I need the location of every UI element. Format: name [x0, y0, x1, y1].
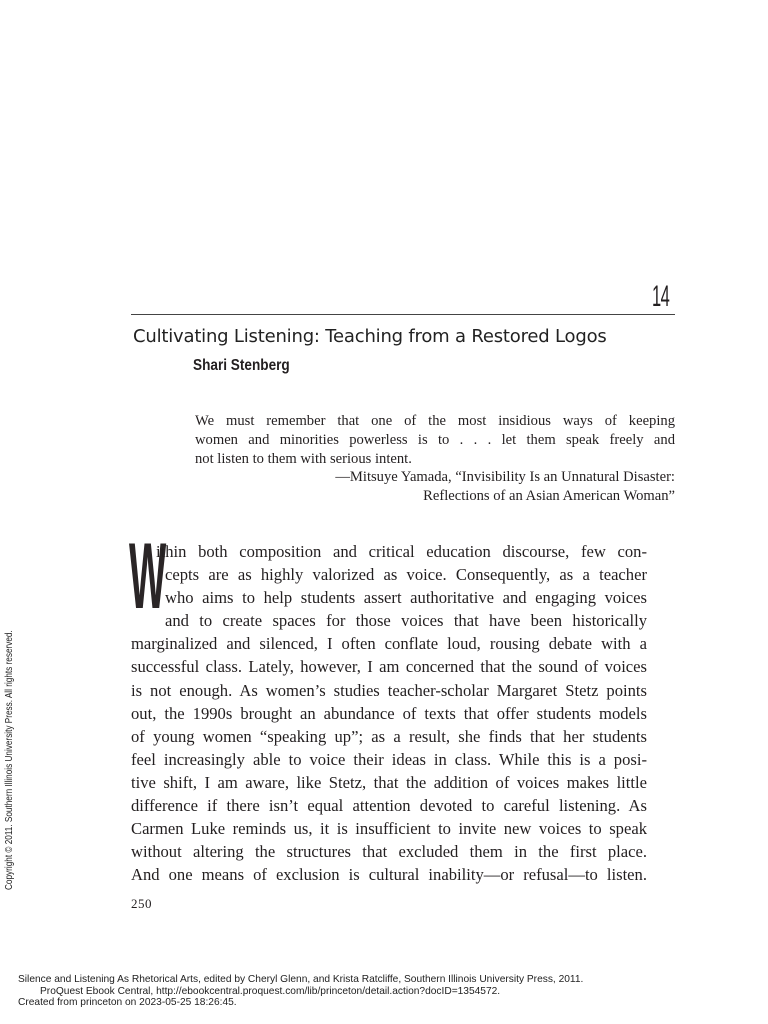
drop-cap: W	[129, 523, 167, 628]
epigraph-attribution: —Mitsuye Yamada, “Invisibility Is an Unnatural Disaster:	[335, 469, 675, 486]
body-line: and to create spaces for those voices that have been historically	[165, 611, 647, 631]
footer-line: Created from princeton on 2023-05-25 18:26:45.	[18, 997, 237, 1008]
chapter-rule	[131, 314, 675, 315]
body-line: successful class. Lately, however, I am concerned that the sound of voices	[131, 657, 647, 677]
body-line: cepts are as highly valorized as voice. Consequently, as a teacher	[165, 565, 647, 585]
body-line: is not enough. As women’s studies teacher-scholar Margaret Stetz points	[131, 680, 647, 700]
footer-line: ProQuest Ebook Central, http://ebookcentral.proquest.com/lib/princeton/detail.action?docID=1354572.	[40, 985, 501, 997]
footer-citation	[18, 974, 583, 1009]
epigraph-line: not listen to them with serious intent.	[195, 450, 412, 467]
body-line: Carmen Luke reminds us, it is insufficient to invite new voices to speak	[131, 819, 647, 839]
body-text	[131, 540, 647, 886]
chapter-number: 14	[652, 280, 670, 313]
body-line: without altering the structures that excluded them in the first place.	[131, 842, 647, 862]
epigraph	[195, 412, 675, 506]
side-copyright-text: Copyright © 2011. Southern Illinois University Press. All rights reserved.	[4, 630, 15, 890]
body-line: ithin both composition and critical education discourse, few con-	[156, 542, 647, 561]
body-line: tive shift, I am aware, like Stetz, that the addition of voices makes little	[131, 772, 647, 792]
footer-line: Silence and Listening As Rhetorical Arts, edited by Cheryl Glenn, and Krista Ratcliffe, Southern Illinois University Press, 2011.	[18, 974, 584, 985]
epigraph-line: women and minorities powerless is to . . . let them speak freely and	[195, 431, 675, 448]
page-number: 250	[131, 896, 152, 911]
body-line: of young women “speaking up”; as a result, she finds that her students	[131, 726, 647, 746]
body-line: out, the 1990s brought an abundance of texts that offer students models	[131, 703, 647, 723]
body-line: who aims to help students assert authoritative and engaging voices	[165, 588, 647, 608]
epigraph-line: We must remember that one of the most insidious ways of keeping	[195, 413, 675, 429]
body-line: feel increasingly able to voice their ideas in class. While this is a posi-	[131, 749, 647, 769]
body-line: And one means of exclusion is cultural inability—or refusal—to listen.	[131, 865, 647, 885]
side-copyright	[4, 573, 15, 890]
chapter-title: Cultivating Listening: Teaching from a Restored Logos	[133, 326, 607, 347]
body-line: marginalized and silenced, I often conflate loud, rousing debate with a	[131, 634, 647, 654]
chapter-author: Shari Stenberg	[193, 357, 290, 374]
epigraph-attribution: Reflections of an Asian American Woman”	[423, 488, 675, 505]
body-line: difference if there isn’t equal attention devoted to careful listening. As	[131, 796, 647, 816]
